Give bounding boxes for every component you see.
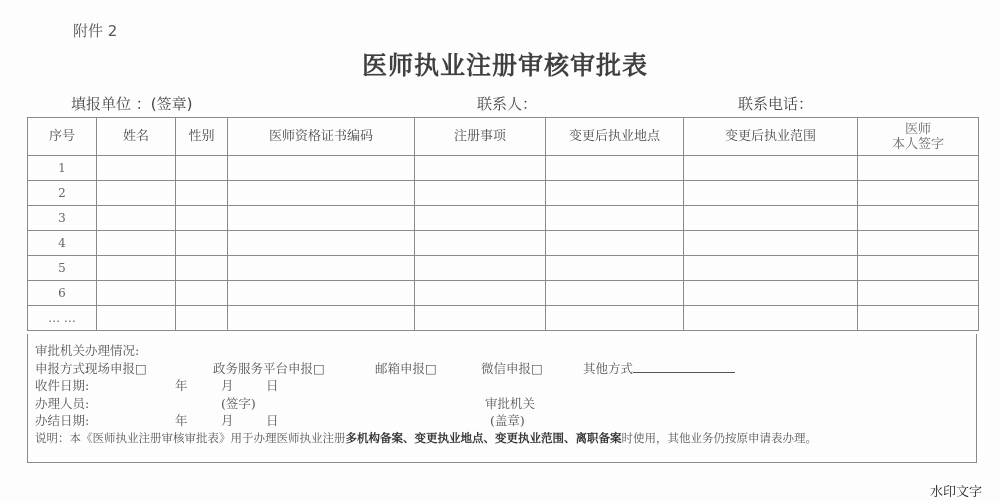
- table-row: [28, 156, 979, 181]
- handler-line: [35, 395, 976, 413]
- cell-new-scope[interactable]: [684, 281, 858, 306]
- cell-registration-item[interactable]: [415, 281, 546, 306]
- cell-gender[interactable]: [176, 231, 228, 256]
- table-row: [28, 281, 979, 306]
- submission-method-line: [35, 360, 976, 378]
- method-platform-checkbox[interactable]: 政务服务平台申报□: [213, 360, 325, 376]
- col-header-signature-line1: 医师: [904, 121, 931, 137]
- method-email-checkbox[interactable]: 邮箱申报□: [375, 360, 437, 376]
- watermark-text: 水印文字: [930, 485, 983, 500]
- reporting-unit-label: 填报单位 ：(签章): [71, 95, 193, 113]
- cell-name[interactable]: [97, 281, 176, 306]
- cell-gender[interactable]: [176, 206, 228, 231]
- cell-new-location[interactable]: [546, 181, 684, 206]
- page-title: 医师执业注册审核审批表: [361, 51, 648, 80]
- cell-new-location[interactable]: [546, 306, 684, 331]
- method-other-label: 其他方式: [583, 360, 634, 376]
- handler-label: 办理人员:: [35, 395, 90, 411]
- cell-certificate-code[interactable]: [228, 156, 415, 181]
- description-suffix: 时使用，其他业务仍按原申请表办理。: [621, 430, 817, 445]
- received-date-label: 收件日期:: [35, 378, 90, 393]
- cell-name[interactable]: [97, 306, 176, 331]
- cell-registration-item[interactable]: [415, 231, 546, 256]
- attachment-label: 附件 2: [73, 22, 118, 40]
- authority-seal: (盖章): [490, 413, 525, 428]
- method-label: 申报方式:: [35, 360, 90, 376]
- cell-name[interactable]: [97, 231, 176, 256]
- cell-new-scope[interactable]: [684, 306, 858, 331]
- cell-name[interactable]: [97, 181, 176, 206]
- cell-gender[interactable]: [176, 181, 228, 206]
- table-row: [28, 231, 979, 256]
- row-index: 3: [28, 206, 97, 231]
- cell-new-scope[interactable]: [684, 206, 858, 231]
- col-header-certificate-code: 医师资格证书编码: [228, 118, 415, 156]
- cell-certificate-code[interactable]: [228, 181, 415, 206]
- cell-registration-item[interactable]: [415, 206, 546, 231]
- cell-certificate-code[interactable]: [228, 231, 415, 256]
- table-row: [28, 306, 979, 331]
- cell-signature[interactable]: [858, 181, 979, 206]
- method-onsite-checkbox[interactable]: 现场申报□: [85, 360, 147, 376]
- cell-new-location[interactable]: [546, 256, 684, 281]
- row-index: 4: [28, 231, 97, 256]
- cell-name[interactable]: [97, 256, 176, 281]
- cell-registration-item[interactable]: [415, 181, 546, 206]
- method-wechat-checkbox[interactable]: 微信申报□: [481, 360, 543, 376]
- method-other: [583, 360, 735, 378]
- method-other-field[interactable]: [633, 360, 735, 373]
- cell-certificate-code[interactable]: [228, 281, 415, 306]
- cell-certificate-code[interactable]: [228, 306, 415, 331]
- contact-phone-label: 联系电话：: [738, 95, 814, 113]
- table-row: [28, 181, 979, 206]
- cell-name[interactable]: [97, 206, 176, 231]
- row-index: 2: [28, 181, 97, 206]
- cell-new-scope[interactable]: [684, 231, 858, 256]
- cell-signature[interactable]: [858, 231, 979, 256]
- registration-table: [27, 117, 979, 331]
- col-header-index: 序号: [28, 118, 97, 156]
- row-index: 1: [28, 156, 97, 181]
- cell-gender[interactable]: [176, 256, 228, 281]
- table-header-row: [28, 118, 979, 156]
- cell-signature[interactable]: [858, 156, 979, 181]
- authority-label: 审批机关: [485, 395, 536, 411]
- cell-new-location[interactable]: [546, 206, 684, 231]
- cell-gender[interactable]: [176, 156, 228, 181]
- cell-gender[interactable]: [176, 306, 228, 331]
- cell-certificate-code[interactable]: [228, 206, 415, 231]
- completed-date-line: [35, 412, 976, 430]
- row-index: … …: [28, 306, 97, 331]
- approval-notes-box: [27, 334, 977, 463]
- cell-signature[interactable]: [858, 206, 979, 231]
- col-header-gender: 性别: [176, 118, 228, 156]
- cell-signature[interactable]: [858, 306, 979, 331]
- completed-date-label: 办结日期:: [35, 413, 90, 428]
- received-day: 日: [266, 378, 279, 393]
- description-note: [35, 430, 976, 448]
- handler-signature: (签字): [221, 395, 256, 411]
- cell-new-location[interactable]: [546, 231, 684, 256]
- completed-day: 日: [266, 413, 279, 428]
- row-index: 5: [28, 256, 97, 281]
- col-header-signature-line2: 本人签字: [891, 136, 944, 152]
- cell-gender[interactable]: [176, 281, 228, 306]
- received-month: 月: [221, 378, 234, 393]
- cell-new-location[interactable]: [546, 156, 684, 181]
- description-bold: 多机构备案、变更执业地点、变更执业范围、离职备案: [345, 430, 622, 445]
- cell-new-scope[interactable]: [684, 256, 858, 281]
- completed-year: 年: [175, 413, 188, 428]
- cell-new-location[interactable]: [546, 281, 684, 306]
- col-header-name: 姓名: [97, 118, 176, 156]
- received-date-line: [35, 377, 976, 395]
- received-year: 年: [175, 378, 188, 393]
- cell-name[interactable]: [97, 156, 176, 181]
- cell-new-scope[interactable]: [684, 156, 858, 181]
- col-header-new-location: 变更后执业地点: [546, 118, 684, 156]
- cell-signature[interactable]: [858, 281, 979, 306]
- cell-signature[interactable]: [858, 256, 979, 281]
- cell-new-scope[interactable]: [684, 181, 858, 206]
- approval-heading: 审批机关办理情况:: [35, 343, 140, 358]
- description-prefix: 说明：本《医师执业注册审核审批表》用于办理医师执业注册: [35, 430, 346, 445]
- cell-registration-item[interactable]: [415, 256, 546, 281]
- contact-person-label: 联系人：: [477, 95, 538, 113]
- cell-certificate-code[interactable]: [228, 256, 415, 281]
- col-header-new-scope: 变更后执业范围: [684, 118, 858, 156]
- table-row: [28, 206, 979, 231]
- cell-registration-item[interactable]: [415, 306, 546, 331]
- table-row: [28, 256, 979, 281]
- col-header-signature: [858, 118, 979, 156]
- row-index: 6: [28, 281, 97, 306]
- cell-registration-item[interactable]: [415, 156, 546, 181]
- col-header-registration-item: 注册事项: [415, 118, 546, 156]
- completed-month: 月: [221, 413, 234, 428]
